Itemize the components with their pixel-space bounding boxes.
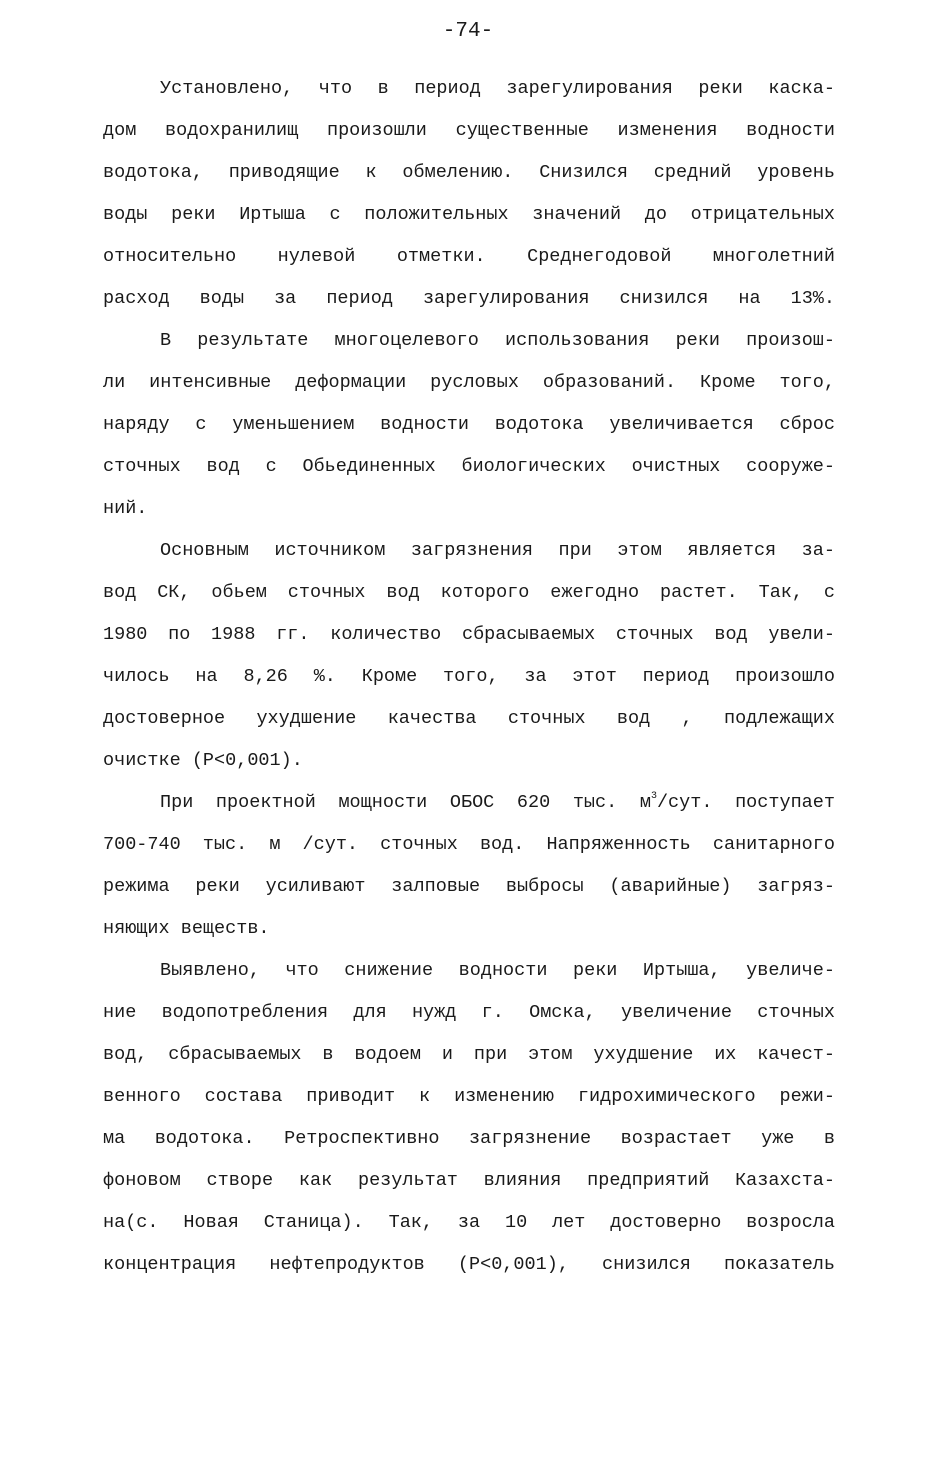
text-line: достоверное ухудшение качества сточных вод , подлежащих bbox=[103, 708, 835, 729]
page-number: -74- bbox=[442, 20, 494, 43]
text-line: 700-740 тыс. м /сут. сточных вод. Напряженность санитарного bbox=[103, 834, 835, 855]
text-line-with-superscript bbox=[103, 792, 835, 834]
text-line: относительно нулевой отметки. Среднегодовой многолетний bbox=[103, 246, 835, 267]
text-line: 1980 по 1988 гг. количество сбрасываемых сточных вод увели- bbox=[103, 624, 835, 645]
text-line: ние водопотребления для нужд г. Омска, увеличение сточных bbox=[103, 1002, 835, 1023]
text-line: ма водотока. Ретроспективно загрязнение возрастает уже в bbox=[103, 1128, 835, 1149]
text-line: В результате многоцелевого использования реки произош- bbox=[160, 330, 835, 351]
text-line: венного состава приводит к изменению гидрохимического режи- bbox=[103, 1086, 835, 1107]
text-line: ли интенсивные деформации русловых образований. Кроме того, bbox=[103, 372, 835, 393]
body-text bbox=[103, 78, 835, 1296]
text-line: на(с. Новая Станица). Так, за 10 лет достоверно возросла bbox=[103, 1212, 835, 1233]
text-line: няющих веществ. bbox=[103, 918, 270, 939]
text-line: водотока, приводящие к обмелению. Снизился средний уровень bbox=[103, 162, 835, 183]
text-line: сточных вод с Обьединенных биологических очистных сооруже- bbox=[103, 456, 835, 477]
text-line: концентрация нефтепродуктов (Р<0,001), снизился показатель bbox=[103, 1254, 835, 1275]
text-line: очистке (Р<0,001). bbox=[103, 750, 303, 771]
text-line: режима реки усиливают залповые выбросы (аварийные) загряз- bbox=[103, 876, 835, 897]
text-line: чилось на 8,26 %. Кроме того, за этот период произошло bbox=[103, 666, 835, 687]
text-line: воды реки Иртыша с положительных значений до отрицательных bbox=[103, 204, 835, 225]
text-line: Выявлено, что снижение водности реки Иртыша, увеличе- bbox=[160, 960, 835, 981]
text-line: Основным источником загрязнения при этом является за- bbox=[160, 540, 835, 561]
text-line: дом водохранилищ произошли существенные изменения водности bbox=[103, 120, 835, 141]
text-line: вод, сбрасываемых в водоем и при этом ухудшение их качест- bbox=[103, 1044, 835, 1065]
text-segment: /сут. поступает bbox=[656, 792, 835, 813]
text-segment: При проектной мощности ОБОС 620 тыс. м bbox=[160, 792, 651, 813]
text-line: ний. bbox=[103, 498, 148, 519]
text-line: фоновом створе как результат влияния предприятий Казахста- bbox=[103, 1170, 835, 1191]
superscript: 3 bbox=[650, 791, 657, 802]
text-line: наряду с уменьшением водности водотока увеличивается сброс bbox=[103, 414, 835, 435]
text-line: Установлено, что в период зарегулирования реки каска- bbox=[160, 78, 835, 99]
text-line: вод СК, обьем сточных вод которого ежегодно растет. Так, с bbox=[103, 582, 835, 603]
text-line: расход воды за период зарегулирования снизился на 13%. bbox=[103, 288, 835, 309]
